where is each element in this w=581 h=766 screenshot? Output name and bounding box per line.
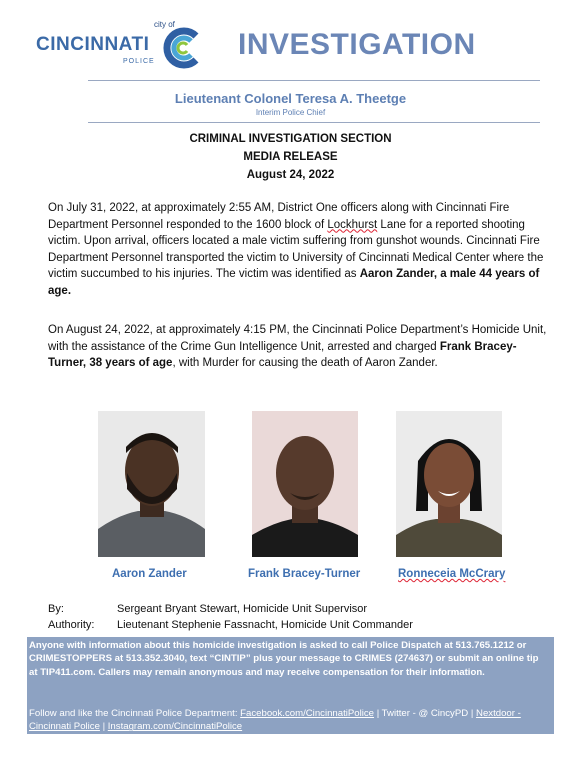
header-top-rule: [88, 80, 540, 81]
logo-wordmark: CINCINNATI: [36, 34, 150, 55]
victim-identity: Aaron Zander, a male 44 years of age.: [48, 268, 540, 297]
nextdoor-link[interactable]: Nextdoor - Cincinnati Police: [29, 708, 521, 733]
caption-ronneceia-mccrary: [398, 568, 505, 580]
caption-ronneceia-text: Ronneceia McCrary: [398, 568, 506, 580]
tip-notice-text: Anyone with information about this homicide investigation is asked to call Police Dispatch at 513.765.1212 or CRIMESTOPPERS at 513.352.3040, text “CINTIP” plus your message to CRIMES (274637) or submit an online tip at TIP411.com. Callers may remain anonymous and may receive compensation for their information.: [29, 640, 539, 678]
social-follow-line: [29, 707, 549, 734]
logo-c-emblem-icon: [160, 26, 204, 70]
release-date: August 24, 2022: [246, 169, 335, 181]
instagram-link[interactable]: Instagram.com/CincinnatiPolice: [107, 721, 243, 733]
authority-label: Authority:: [48, 619, 95, 631]
photo-frank-bracey-turner: [252, 411, 358, 557]
authority-value: Lieutenant Stephenie Fassnacht, Homicide Unit Commander: [117, 619, 413, 631]
portrait-3-icon: [396, 411, 502, 557]
page-headline: INVESTIGATION: [238, 28, 476, 61]
portrait-2-icon: [252, 411, 358, 557]
caption-aaron-zander: Aaron Zander: [112, 568, 187, 580]
section-heading: CRIMINAL INVESTIGATION SECTION: [189, 133, 392, 145]
chief-title: Interim Police Chief: [255, 108, 326, 117]
twitter-text: | Twitter - @ CincyPD |: [374, 708, 477, 719]
header-bottom-rule: [88, 122, 540, 123]
chief-name: Lieutenant Colonel Teresa A. Theetge: [174, 91, 407, 106]
portrait-1-icon: [98, 411, 205, 557]
photo-ronneceia-mccrary: [396, 411, 502, 557]
release-type: MEDIA RELEASE: [243, 151, 338, 163]
arrest-paragraph: [48, 322, 552, 372]
tip-notice-box: [27, 637, 554, 734]
suspect-identity: Frank Bracey-Turner, 38 years of age: [48, 340, 517, 370]
facebook-link[interactable]: Facebook.com/CincinnatiPolice: [240, 708, 375, 719]
street-name: Lockhurst: [327, 218, 378, 231]
p1-text-a: On July 31, 2022, at approximately 2:55 AM, District One officers along with Cincinnati Fire Department Personnel responded to the 1600 block of: [48, 202, 510, 231]
logo-city-text: city of: [154, 20, 175, 29]
p2-text-b: , with Murder for causing the death of Aaron Zander.: [172, 357, 438, 370]
p2-text-a: On August 24, 2022, at approximately 4:15 PM, the Cincinnati Police Department’s Homicide Unit, with the assistance of the Crime Gun Intelligence Unit, arrested and charged: [48, 324, 547, 353]
p1-text-b: Lane for a reported shooting victim. Upon arrival, officers located a male victim suffering from gunshot wounds. Cincinnati Fire Department Personnel transported the victim to University of Cincinnati Medical Center where the victim succumbed to his injuries. The victim was identified as: [48, 218, 544, 281]
by-value: Sergeant Bryant Stewart, Homicide Unit Supervisor: [117, 603, 368, 615]
separator: |: [99, 721, 108, 733]
by-label: By:: [48, 603, 64, 615]
incident-paragraph: [48, 200, 552, 300]
cincinnati-police-logo: [36, 20, 206, 72]
photo-aaron-zander: [98, 411, 205, 557]
follow-prefix: Follow and like the Cincinnati Police Department:: [29, 708, 241, 719]
caption-frank-bracey-turner: Frank Bracey-Turner: [248, 568, 361, 580]
logo-police-text: POLICE: [123, 58, 155, 65]
